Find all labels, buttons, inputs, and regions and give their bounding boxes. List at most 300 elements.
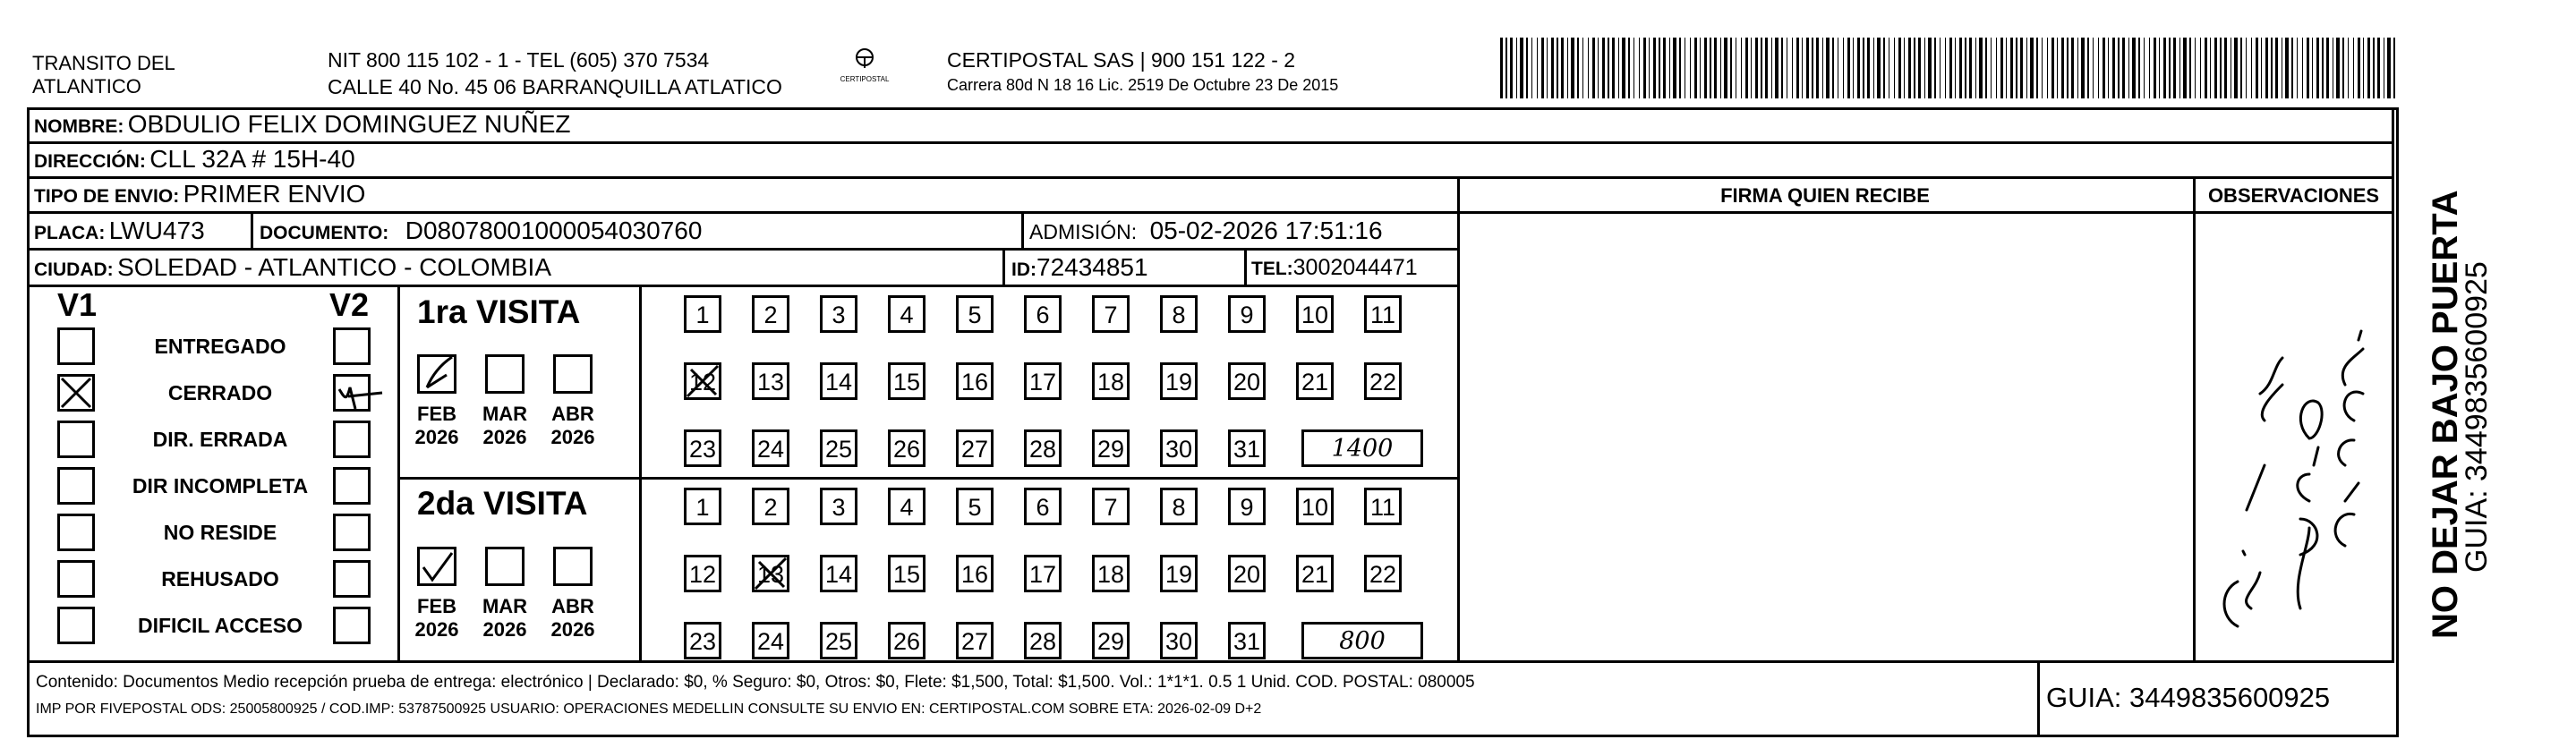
barcode-bar <box>2234 38 2238 98</box>
barcode-bar <box>1577 38 1579 98</box>
barcode-bar <box>1934 38 1936 98</box>
barcode-bar <box>2144 38 2145 98</box>
v2-checkbox[interactable] <box>333 421 371 458</box>
v2-checkbox[interactable] <box>333 374 371 412</box>
day-box[interactable]: 27 <box>956 429 994 467</box>
day-box[interactable]: 29 <box>1092 622 1130 659</box>
day-box[interactable]: 29 <box>1092 429 1130 467</box>
day-box[interactable]: 4 <box>888 488 925 525</box>
barcode-bar <box>1500 38 1503 98</box>
barcode-bar <box>1816 38 1819 98</box>
day-box[interactable]: 12 <box>684 362 721 400</box>
barcode-bar <box>1557 38 1558 98</box>
id-row <box>1011 252 1148 287</box>
month-name: ABR <box>551 595 594 617</box>
divider-firma <box>1457 176 1460 660</box>
day-box[interactable]: 24 <box>752 429 789 467</box>
barcode-bar <box>2214 38 2217 98</box>
barcode-bar <box>1949 38 1952 98</box>
barcode-bar <box>1659 38 1660 98</box>
direccion-label: DIRECCIÓN: <box>34 151 146 172</box>
day-box[interactable]: 6 <box>1024 295 1062 333</box>
v2-checkbox[interactable] <box>333 467 371 505</box>
handwriting-drawing <box>2211 286 2390 653</box>
v1-checkbox[interactable] <box>57 467 95 505</box>
barcode-bar <box>1832 38 1834 98</box>
barcode-bar <box>2373 38 2375 98</box>
barcode-bar <box>1959 38 1962 98</box>
barcode-bar <box>2132 38 2136 98</box>
barcode-bar <box>1822 38 1823 98</box>
day-box[interactable]: 20 <box>1228 555 1266 592</box>
divider-admision <box>1021 211 1024 248</box>
barcode-bar <box>1918 38 1921 98</box>
barcode-bar <box>1669 38 1670 98</box>
barcode-bar <box>2322 38 2324 98</box>
admision-value: 05-02-2026 17:51:16 <box>1149 217 1383 244</box>
day-box[interactable]: 26 <box>888 622 925 659</box>
id-label: ID: <box>1011 259 1036 280</box>
day-box[interactable]: 1 <box>684 295 721 333</box>
barcode-bar <box>1826 38 1830 98</box>
barcode-bar <box>1914 38 1915 98</box>
footer-guia: GUIA: 3449835600925 <box>2046 682 2331 713</box>
barcode-bar <box>1608 38 1609 98</box>
day-box[interactable]: 16 <box>956 555 994 592</box>
nombre-label: NOMBRE: <box>34 116 124 137</box>
v1-checkbox[interactable] <box>57 514 95 551</box>
barcode-bar <box>1806 38 1809 98</box>
barcode-bar <box>2163 38 2166 98</box>
barcode-bar <box>2057 38 2058 98</box>
org-name <box>32 52 175 98</box>
ciudad-label: CIUDAD: <box>34 259 114 280</box>
barcode-bar <box>2302 38 2303 98</box>
time-box[interactable]: 800 <box>1301 622 1423 659</box>
barcode-bar <box>1516 38 1517 98</box>
barcode-bar <box>2195 38 2196 98</box>
direccion-value: CLL 32A # 15H-40 <box>149 145 355 173</box>
barcode-bar <box>1898 38 1901 98</box>
day-box[interactable]: 7 <box>1092 295 1130 333</box>
day-box[interactable]: 14 <box>820 362 857 400</box>
logo-icon <box>832 43 897 91</box>
admision-row <box>1029 216 1383 251</box>
barcode-bar <box>1894 38 1895 98</box>
barcode-image <box>1500 38 2395 98</box>
day-box[interactable]: 30 <box>1160 622 1198 659</box>
barcode-bar <box>2169 38 2171 98</box>
barcode-bar <box>2010 38 2013 98</box>
barcode-bar <box>2336 38 2340 98</box>
time-box[interactable]: 1400 <box>1301 429 1423 467</box>
status-label: ENTREGADO <box>154 335 286 358</box>
barcode-bar <box>1761 38 1762 98</box>
day-box[interactable]: 8 <box>1160 295 1198 333</box>
month-checkbox[interactable] <box>553 547 593 586</box>
barcode-bar <box>1730 38 1732 98</box>
day-box[interactable]: 5 <box>956 488 994 525</box>
day-box[interactable]: 19 <box>1160 555 1198 592</box>
line-after-tipo <box>27 211 2394 214</box>
barcode-bar <box>1643 38 1646 98</box>
barcode-bar <box>2224 38 2227 98</box>
barcode-bar <box>2154 38 2156 98</box>
barcode-bar <box>2000 38 2003 98</box>
month-label <box>542 403 604 449</box>
barcode-bar <box>2348 38 2349 98</box>
barcode-bar <box>2285 38 2289 98</box>
barcode-bar <box>1510 38 1513 98</box>
certipostal-logo <box>832 43 897 91</box>
barcode-bar <box>1924 38 1925 98</box>
status-label: CERRADO <box>167 381 273 404</box>
nit-line: NIT 800 115 102 - 1 - TEL (605) 370 7534 <box>328 48 710 72</box>
placa-value: LWU473 <box>108 217 205 244</box>
barcode-bar <box>1700 38 1701 98</box>
day-box[interactable]: 13 <box>752 555 789 592</box>
day-box[interactable]: 25 <box>820 429 857 467</box>
day-box[interactable]: 24 <box>752 622 789 659</box>
observaciones-header: OBSERVACIONES <box>2207 184 2380 207</box>
barcode-bar <box>1873 38 1874 98</box>
month-label <box>542 595 604 642</box>
divider-placa <box>251 211 253 248</box>
day-box[interactable]: 14 <box>820 555 857 592</box>
barcode-bar <box>1863 38 1864 98</box>
v2-checkbox[interactable] <box>333 560 371 598</box>
barcode-bar <box>2077 38 2078 98</box>
day-box[interactable]: 7 <box>1092 488 1130 525</box>
barcode-bar <box>1781 38 1783 98</box>
nombre-value: OBDULIO FELIX DOMINGUEZ NUÑEZ <box>127 110 571 138</box>
id-value: 72434851 <box>1036 253 1148 281</box>
barcode-bar <box>2393 38 2395 98</box>
barcode-bar <box>2087 38 2089 98</box>
day-box[interactable]: 11 <box>1364 488 1402 525</box>
barcode-bar <box>2006 38 2007 98</box>
barcode-bar <box>1991 38 1992 98</box>
month-checkbox[interactable] <box>485 547 525 586</box>
barcode-bar <box>2377 38 2380 98</box>
barcode-bar <box>2081 38 2085 98</box>
barcode-bar <box>1612 38 1615 98</box>
barcode <box>1500 38 2395 98</box>
day-box[interactable]: 15 <box>888 555 925 592</box>
documento-label: DOCUMENTO: <box>260 223 389 243</box>
barcode-bar <box>1883 38 1885 98</box>
barcode-bar <box>1741 38 1742 98</box>
barcode-bar <box>2122 38 2125 98</box>
admision-label: ADMISIÓN: <box>1029 220 1138 243</box>
barcode-bar <box>1618 38 1619 98</box>
v2-checkbox[interactable] <box>333 514 371 551</box>
observaciones-handwriting <box>2211 286 2390 653</box>
barcode-bar <box>2326 38 2329 98</box>
tel-value: 3002044471 <box>1292 255 1418 280</box>
v1-checkbox[interactable] <box>57 374 95 412</box>
line-between-visits <box>397 477 1457 480</box>
barcode-bar <box>1965 38 1966 98</box>
barcode-bar <box>1853 38 1854 98</box>
barcode-bar <box>2256 38 2258 98</box>
barcode-bar <box>1745 38 1748 98</box>
v1-checkbox[interactable] <box>57 421 95 458</box>
placa-label: PLACA: <box>34 223 106 243</box>
ciudad-row <box>34 252 551 287</box>
barcode-bar <box>1506 38 1507 98</box>
day-mark-icon <box>682 361 723 402</box>
license-line: Carrera 80d N 18 16 Lic. 2519 De Octubre 23 De 2015 <box>947 76 1339 94</box>
barcode-bar <box>1588 38 1589 98</box>
barcode-bar <box>1679 38 1681 98</box>
barcode-bar <box>2030 38 2034 98</box>
barcode-bar <box>1690 38 1691 98</box>
month-name: ABR <box>551 403 594 425</box>
divider-status <box>397 285 400 660</box>
barcode-bar <box>2061 38 2064 98</box>
barcode-bar <box>1526 38 1528 98</box>
barcode-bar <box>1928 38 1932 98</box>
barcode-bar <box>1720 38 1721 98</box>
barcode-bar <box>1628 38 1630 98</box>
barcode-bar <box>2275 38 2278 98</box>
day-box[interactable]: 28 <box>1024 429 1062 467</box>
month-checkbox[interactable] <box>553 354 593 394</box>
barcode-bar <box>2173 38 2176 98</box>
day-box[interactable]: 22 <box>1364 362 1402 400</box>
day-box[interactable]: 16 <box>956 362 994 400</box>
day-box[interactable]: 25 <box>820 622 857 659</box>
day-box[interactable]: 5 <box>956 295 994 333</box>
check-scribble-icon <box>336 377 386 409</box>
second-visit-title: 2da VISITA <box>417 485 588 522</box>
status-label: DIR. ERRADA <box>152 428 288 451</box>
status-label: NO RESIDE <box>163 521 277 544</box>
barcode-bar <box>1877 38 1881 98</box>
month-year: 2026 <box>482 426 527 448</box>
x-mark-icon <box>60 377 92 409</box>
status-label: REHUSADO <box>161 567 279 591</box>
barcode-bar <box>2246 38 2247 98</box>
barcode-bar <box>2205 38 2207 98</box>
barcode-bar <box>1531 38 1532 98</box>
barcode-bar <box>1847 38 1850 98</box>
tel-label: TEL: <box>1251 259 1293 279</box>
barcode-bar <box>1857 38 1860 98</box>
barcode-bar <box>2353 38 2354 98</box>
barcode-bar <box>1765 38 1768 98</box>
barcode-bar <box>1571 38 1574 98</box>
barcode-bar <box>1996 38 1997 98</box>
month-label <box>473 595 536 642</box>
day-box[interactable]: 31 <box>1228 622 1266 659</box>
day-box[interactable]: 26 <box>888 429 925 467</box>
barcode-bar <box>2240 38 2242 98</box>
day-box[interactable]: 4 <box>888 295 925 333</box>
day-box[interactable]: 10 <box>1296 488 1334 525</box>
barcode-bar <box>1940 38 1941 98</box>
first-visit-title: 1ra VISITA <box>417 293 581 330</box>
barcode-bar <box>1602 38 1605 98</box>
barcode-bar <box>2026 38 2027 98</box>
month-name: MAR <box>482 403 528 425</box>
company-info <box>947 48 1338 97</box>
barcode-bar <box>2036 38 2038 98</box>
day-box[interactable]: 23 <box>684 622 721 659</box>
placa-row <box>34 216 205 251</box>
month-checkbox[interactable] <box>417 547 456 586</box>
barcode-bar <box>1979 38 1983 98</box>
v1-checkbox[interactable] <box>57 607 95 644</box>
barcode-bar <box>1541 38 1544 98</box>
day-box[interactable]: 18 <box>1092 555 1130 592</box>
day-box[interactable]: 17 <box>1024 362 1062 400</box>
barcode-bar <box>1796 38 1799 98</box>
day-box[interactable]: 30 <box>1160 429 1198 467</box>
barcode-bar <box>1908 38 1911 98</box>
day-box[interactable]: 1 <box>684 488 721 525</box>
barcode-bar <box>2297 38 2298 98</box>
day-box[interactable]: 19 <box>1160 362 1198 400</box>
barcode-bar <box>2291 38 2293 98</box>
day-box[interactable]: 2 <box>752 295 789 333</box>
day-box[interactable]: 2 <box>752 488 789 525</box>
barcode-bar <box>2251 38 2252 98</box>
v1-checkbox[interactable] <box>57 327 95 365</box>
barcode-bar <box>1985 38 1987 98</box>
barcode-bar <box>1975 38 1976 98</box>
barcode-bar <box>2189 38 2191 98</box>
barcode-bar <box>2183 38 2187 98</box>
v2-checkbox[interactable] <box>333 607 371 644</box>
day-box[interactable]: 28 <box>1024 622 1062 659</box>
barcode-bar <box>1775 38 1778 98</box>
barcode-bar <box>2067 38 2068 98</box>
month-name: MAR <box>482 595 528 617</box>
barcode-bar <box>2265 38 2268 98</box>
day-box[interactable]: 17 <box>1024 555 1062 592</box>
day-box[interactable]: 12 <box>684 555 721 592</box>
barcode-bar <box>2128 38 2129 98</box>
barcode-bar <box>1724 38 1727 98</box>
barcode-bar <box>2179 38 2180 98</box>
day-box[interactable]: 18 <box>1092 362 1130 400</box>
company-line: CERTIPOSTAL SAS | 900 151 122 - 2 <box>947 48 1296 72</box>
documento-row <box>260 216 702 251</box>
barcode-bar <box>1755 38 1758 98</box>
tipo-row <box>34 179 365 214</box>
barcode-bar <box>1694 38 1697 98</box>
barcode-bar <box>1649 38 1650 98</box>
barcode-bar <box>1867 38 1870 98</box>
month-name: FEB <box>417 595 456 617</box>
day-box[interactable]: 15 <box>888 362 925 400</box>
barcode-bar <box>1843 38 1844 98</box>
barcode-bar <box>1673 38 1676 98</box>
divider-footer-guia <box>2037 660 2040 737</box>
barcode-bar <box>1904 38 1905 98</box>
barcode-bar <box>1710 38 1711 98</box>
day-box[interactable]: 11 <box>1364 295 1402 333</box>
day-box[interactable]: 9 <box>1228 488 1266 525</box>
barcode-bar <box>1663 38 1666 98</box>
barcode-bar <box>2367 38 2370 98</box>
barcode-bar <box>2051 38 2054 98</box>
barcode-bar <box>1598 38 1599 98</box>
v2-checkbox[interactable] <box>333 327 371 365</box>
barcode-bar <box>1551 38 1554 98</box>
day-box[interactable]: 21 <box>1296 555 1334 592</box>
day-box[interactable]: 31 <box>1228 429 1266 467</box>
barcode-bar <box>1714 38 1717 98</box>
footer-line2: IMP POR FIVEPOSTAL ODS: 25005800925 / COD.IMP: 53787500925 USUARIO: OPERACIONES MEDELLIN CONSULTE SU ENVIO EN: CERTIPOSTAL.COM SOBRE ETA: 2026-02-09 D+2 <box>36 701 1262 717</box>
v1-checkbox[interactable] <box>57 560 95 598</box>
day-box[interactable]: 20 <box>1228 362 1266 400</box>
check-mark-icon <box>420 549 456 585</box>
month-checkbox[interactable] <box>417 354 456 394</box>
barcode-bar <box>1582 38 1583 98</box>
day-box[interactable]: 9 <box>1228 295 1266 333</box>
day-box[interactable]: 22 <box>1364 555 1402 592</box>
day-box[interactable]: 10 <box>1296 295 1334 333</box>
direccion-row <box>34 144 355 179</box>
barcode-bar <box>1969 38 1972 98</box>
nombre-row <box>34 109 571 144</box>
barcode-bar <box>1537 38 1538 98</box>
day-box[interactable]: 13 <box>752 362 789 400</box>
barcode-bar <box>1802 38 1803 98</box>
day-box[interactable]: 6 <box>1024 488 1062 525</box>
barcode-bar <box>1792 38 1793 98</box>
barcode-bar <box>2047 38 2048 98</box>
no-dejar-text: NO DEJAR BAJO PUERTA <box>2426 190 2465 639</box>
barcode-bar <box>2016 38 2017 98</box>
barcode-bar <box>2312 38 2313 98</box>
month-name: FEB <box>417 403 456 425</box>
day-box[interactable]: 8 <box>1160 488 1198 525</box>
tipo-label: TIPO DE ENVIO: <box>34 186 180 207</box>
month-checkbox[interactable] <box>485 354 525 394</box>
day-box[interactable]: 3 <box>820 488 857 525</box>
side-guia-text: GUIA: 3449835600925 <box>2460 261 2494 573</box>
ciudad-value: SOLEDAD - ATLANTICO - COLOMBIA <box>117 253 552 281</box>
day-box[interactable]: 3 <box>820 295 857 333</box>
day-box[interactable]: 21 <box>1296 362 1334 400</box>
barcode-bar <box>2271 38 2273 98</box>
barcode-bar <box>2093 38 2094 98</box>
barcode-bar <box>2112 38 2115 98</box>
barcode-bar <box>2098 38 2099 98</box>
barcode-bar <box>2020 38 2023 98</box>
barcode-bar <box>1704 38 1707 98</box>
tel-row <box>1251 252 1418 286</box>
barcode-bar <box>2220 38 2222 98</box>
barcode-bar <box>2358 38 2360 98</box>
day-box[interactable]: 27 <box>956 622 994 659</box>
barcode-bar <box>2210 38 2211 98</box>
month-label <box>405 595 468 642</box>
day-box[interactable]: 23 <box>684 429 721 467</box>
barcode-bar <box>1561 38 1564 98</box>
barcode-bar <box>1592 38 1595 98</box>
firma-header: FIRMA QUIEN RECIBE <box>1720 184 1930 207</box>
barcode-bar <box>2118 38 2120 98</box>
divider-observaciones <box>2193 176 2196 660</box>
month-label <box>473 403 536 449</box>
barcode-bar <box>1622 38 1625 98</box>
barcode-bar <box>1751 38 1752 98</box>
